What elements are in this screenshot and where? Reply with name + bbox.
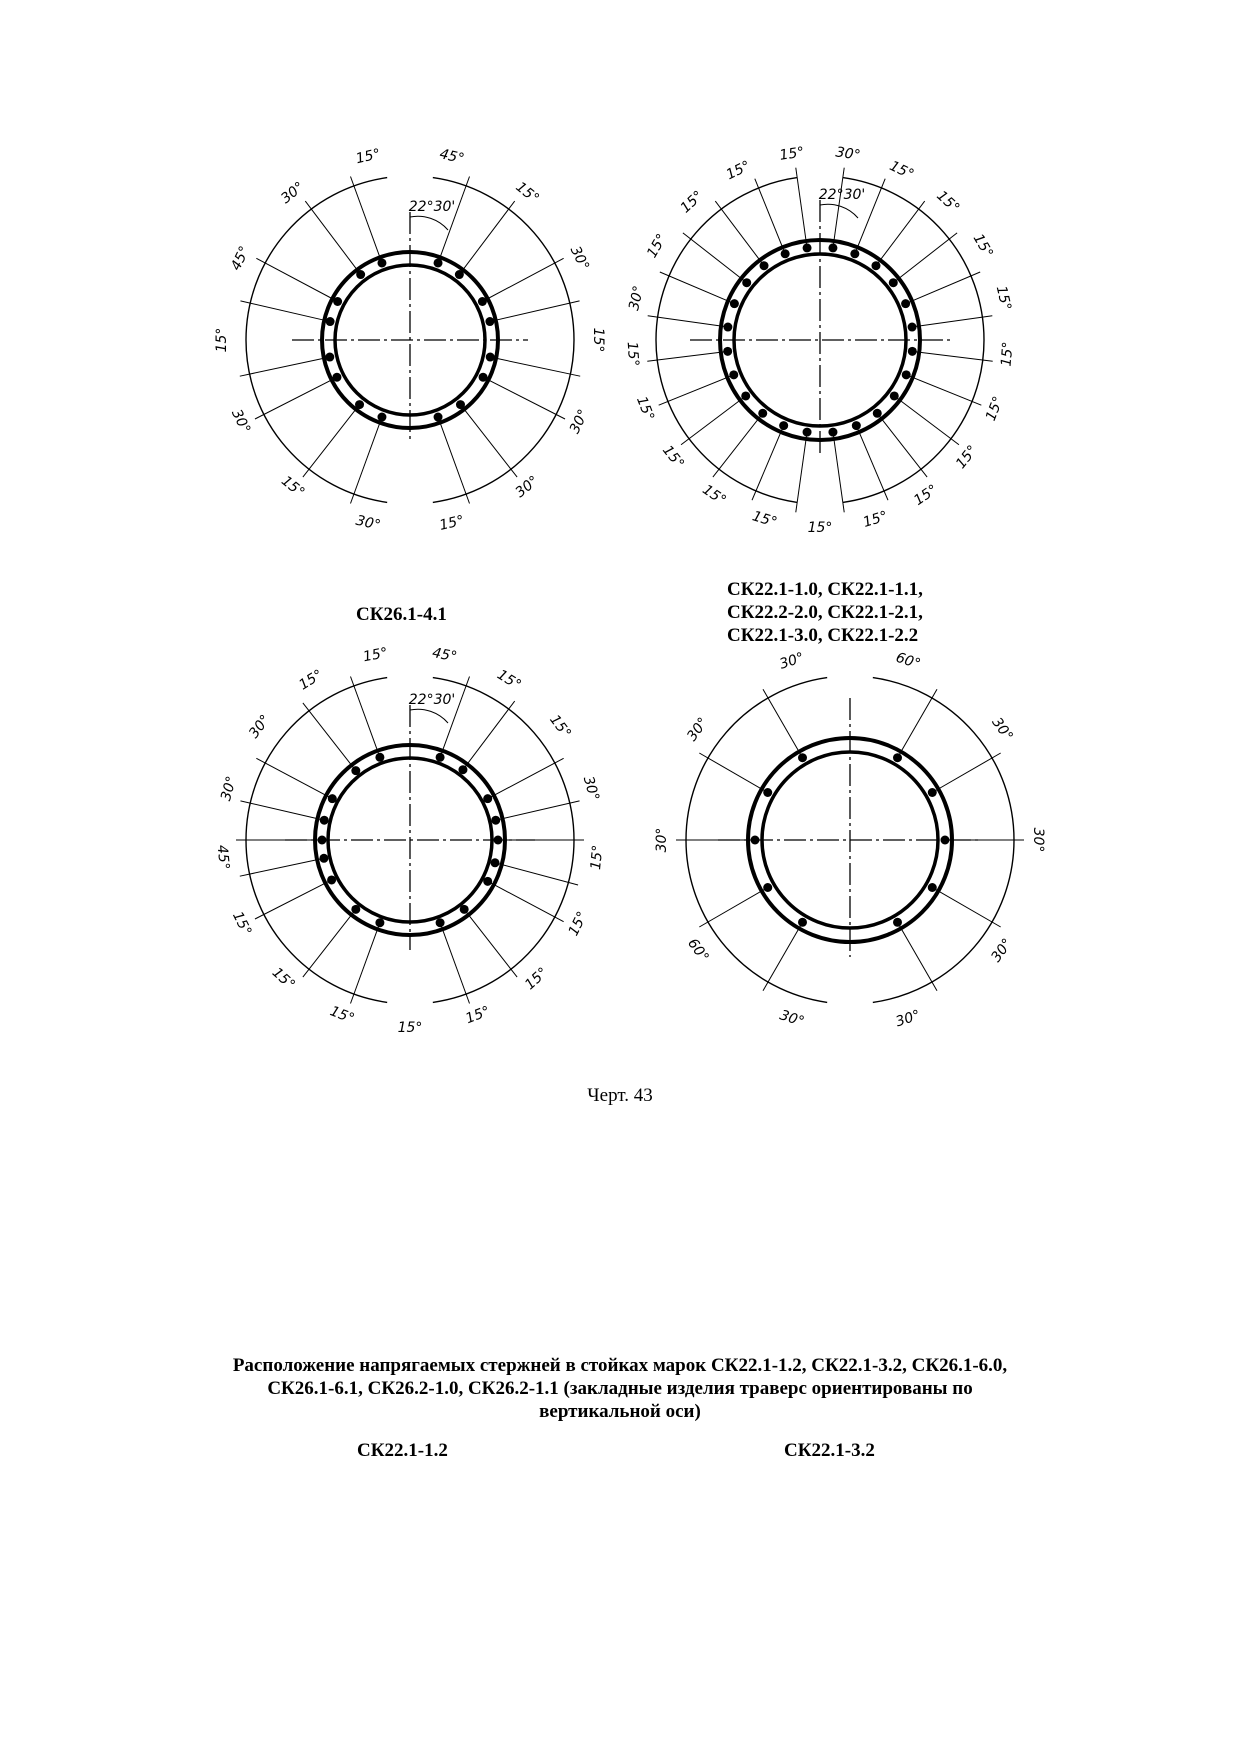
rebar-dot	[760, 261, 769, 270]
angle-annotation-label: 30°	[1030, 827, 1046, 853]
dimension-leader-line	[305, 201, 360, 274]
rebar-dot	[320, 816, 329, 825]
dimension-leader-line	[440, 923, 469, 1004]
angle-annotation-label: 15°	[983, 394, 1007, 424]
dimension-leader-line	[240, 357, 330, 376]
angle-annotation-label: 60°	[684, 935, 712, 966]
rebar-dot	[486, 353, 495, 362]
dimension-leader-line	[464, 909, 517, 977]
rebar-dot	[377, 413, 386, 422]
dimension-leader-line	[912, 316, 992, 327]
dimension-leader-line	[906, 375, 981, 405]
dimension-leader-line	[893, 233, 957, 283]
angle-annotation-label: 15°	[588, 844, 607, 871]
rebar-dot	[803, 243, 812, 252]
rebar-dot	[375, 918, 384, 927]
dimension-leader-line	[350, 923, 379, 1004]
rebar-dot	[803, 428, 812, 437]
angle-annotation-label: 15°	[644, 231, 671, 261]
angle-arc	[410, 216, 448, 230]
rebar-dot	[356, 270, 365, 279]
angle-annotation-label: 15°	[590, 327, 606, 353]
angle-annotation-label: 45°	[430, 645, 459, 666]
angle-arc	[410, 709, 448, 723]
rebar-dot	[478, 297, 487, 306]
rebar-dot	[318, 836, 327, 845]
angle-annotation-label: 30°	[278, 179, 308, 208]
rebar-dot	[741, 391, 750, 400]
angle-annotation-label: 30°	[988, 935, 1016, 966]
angle-annotation-label: 15°	[886, 158, 917, 184]
angle-annotation-label: 15°	[494, 666, 524, 694]
rebar-dot	[871, 261, 880, 270]
angle-annotation-label: 15°	[861, 508, 890, 531]
dimension-leader-line	[488, 758, 564, 798]
angle-annotation-label: 15°	[296, 666, 326, 694]
dimension-leader-line	[495, 863, 578, 885]
dimension-leader-line	[350, 176, 381, 262]
drawing-label-2: СК22.1-1.0, СК22.1-1.1, СК22.2-2.0, СК22.1-2.1, СК22.1-3.0, СК22.1-2.2	[727, 579, 923, 646]
rebar-dot	[460, 905, 469, 914]
dimension-leader-line	[490, 357, 580, 376]
angle-annotation-label: 30°	[579, 774, 602, 803]
rebar-dot	[729, 370, 738, 379]
dimension-leader-line	[255, 377, 337, 419]
angle-annotation-label: 30°	[228, 406, 254, 437]
rebar-dot	[455, 270, 464, 279]
dimension-leader-line	[932, 753, 1000, 793]
dimension-leader-line	[256, 758, 332, 798]
dimension-leader-line	[660, 272, 735, 304]
rebar-dot	[852, 421, 861, 430]
dimension-leader-line	[932, 888, 1000, 928]
rebar-dot	[908, 347, 917, 356]
dimension-leader-line	[460, 405, 517, 477]
dimension-leader-line	[256, 258, 337, 301]
dimension-leader-line	[303, 703, 356, 771]
angle-annotation-label: 30°	[654, 827, 670, 853]
rebar-layout-diagram	[654, 649, 1046, 1031]
rebar-dot	[893, 753, 902, 762]
rebar-layout-diagram	[213, 645, 607, 1036]
section-heading: Расположение напрягаемых стержней в стойках марок СК22.1-1.2, СК22.1-3.2, СК26.1-6.0, СК26.1-6.1, СК26.2-1.0, СК26.2-1.1 (закладные изделия траверс ориентированы по вертикальной оси)	[232, 1355, 1008, 1422]
dimension-leader-line	[683, 233, 747, 283]
sub-label-right: СК22.1-3.2	[784, 1440, 875, 1461]
dimension-leader-line	[906, 272, 981, 304]
dimension-leader-line	[659, 375, 734, 405]
angle-annotation-label: 30°	[354, 512, 383, 534]
rebar-dot	[483, 794, 492, 803]
dimension-leader-line	[755, 179, 785, 254]
dimension-leader-line	[715, 201, 764, 266]
rebar-dot	[483, 877, 492, 886]
angle-annotation-label: 15°	[354, 146, 383, 168]
rebar-dot	[763, 883, 772, 892]
dimension-leader-line	[488, 881, 564, 921]
figure-caption: Черт. 43	[587, 1085, 653, 1106]
rebar-dot	[758, 409, 767, 418]
angle-annotation-label: 45°	[228, 243, 254, 274]
rebar-dot	[326, 317, 335, 326]
angle-annotation-label: 45°	[213, 844, 232, 871]
angle-annotation-label: 15°	[998, 341, 1017, 368]
dimension-leader-line	[796, 432, 807, 512]
angle-annotation-label: 22°30'	[408, 199, 456, 215]
angle-annotation-label: 15°	[933, 187, 963, 217]
angle-annotation-label: 15°	[778, 144, 806, 164]
rebar-dot	[328, 794, 337, 803]
rebar-dot	[763, 788, 772, 797]
rebar-dot	[375, 753, 384, 762]
rebar-dot	[355, 400, 364, 409]
rebar-dot	[458, 765, 467, 774]
dimension-leader-line	[833, 168, 844, 248]
angle-annotation-label: 15°	[361, 645, 390, 666]
rebar-dot	[730, 299, 739, 308]
rebar-dot	[889, 278, 898, 287]
dimension-leader-line	[713, 413, 763, 477]
angle-annotation-label: 15°	[522, 964, 552, 994]
dimension-leader-line	[240, 301, 330, 322]
rebar-dot	[491, 858, 500, 867]
angle-annotation-label: 30°	[893, 1007, 923, 1031]
rebar-dot	[781, 249, 790, 258]
dimension-leader-line	[440, 676, 469, 757]
dimension-leader-line	[463, 701, 515, 770]
rebar-dot	[873, 409, 882, 418]
rebar-dot	[319, 854, 328, 863]
rebar-dot	[485, 317, 494, 326]
drawing-label-1: СК26.1-4.1	[356, 604, 447, 625]
rebar-dot	[850, 249, 859, 258]
dimension-leader-line	[877, 413, 927, 477]
angle-annotation-label: 15°	[750, 508, 779, 531]
dimension-leader-line	[350, 417, 381, 503]
rebar-dot	[327, 875, 336, 884]
angle-annotation-label: 22°30'	[818, 187, 866, 203]
angle-annotation-label: 15°	[327, 1003, 357, 1028]
angle-annotation-label: 15°	[229, 909, 255, 939]
rebar-dot	[351, 905, 360, 914]
rebar-dot	[491, 816, 500, 825]
rebar-dot	[928, 883, 937, 892]
rebar-dot	[890, 391, 899, 400]
angle-annotation-label: 15°	[268, 964, 298, 994]
dimension-leader-line	[490, 301, 580, 322]
angle-annotation-label: 30°	[777, 649, 807, 673]
angle-annotation-label: 30°	[988, 714, 1016, 745]
angle-annotation-label: 15°	[623, 341, 642, 368]
rebar-dot	[351, 766, 360, 775]
angle-annotation-label: 15°	[214, 327, 230, 353]
dimension-leader-line	[763, 922, 803, 990]
angle-annotation-label: 15°	[952, 442, 981, 472]
rebar-dot	[798, 918, 807, 927]
dimension-leader-line	[496, 801, 580, 820]
dimension-leader-line	[240, 801, 324, 820]
rebar-dot	[434, 258, 443, 267]
dimension-leader-line	[438, 417, 469, 503]
angle-annotation-label: 30°	[626, 284, 648, 313]
angle-annotation-label: 15°	[969, 231, 996, 261]
rebar-dot	[456, 400, 465, 409]
rebar-dot	[893, 918, 902, 927]
dimension-leader-line	[648, 316, 728, 327]
angle-annotation-label: 30°	[834, 144, 862, 164]
angle-annotation-label: 45°	[437, 146, 466, 168]
rebar-layout-drawing-4	[654, 649, 1046, 1031]
rebar-dot	[901, 299, 910, 308]
dimension-leader-line	[898, 689, 938, 757]
dimension-leader-line	[796, 168, 807, 248]
dimension-leader-line	[763, 689, 803, 757]
angle-annotation-label: 30°	[218, 774, 241, 803]
rebar-dot	[941, 836, 950, 845]
rebar-dot	[333, 297, 342, 306]
rebar-dot	[742, 278, 751, 287]
angle-annotation-label: 15°	[659, 442, 688, 472]
dimension-leader-line	[438, 176, 469, 262]
angle-annotation-label: 15°	[807, 520, 833, 536]
dimension-leader-line	[699, 753, 767, 793]
rebar-dot	[723, 323, 732, 332]
dimension-leader-line	[912, 351, 992, 361]
rebar-dot	[798, 753, 807, 762]
dimension-leader-line	[303, 405, 360, 477]
rebar-dot	[908, 323, 917, 332]
angle-annotation-label: 15°	[437, 512, 466, 534]
dimension-leader-line	[350, 676, 379, 757]
dimension-leader-line	[833, 432, 844, 512]
angle-annotation-label: 30°	[566, 406, 592, 437]
rebar-dot	[436, 753, 445, 762]
angle-annotation-label: 60°	[893, 649, 923, 673]
angle-annotation-label: 15°	[633, 394, 657, 424]
dimension-leader-line	[856, 426, 888, 501]
dimension-leader-line	[647, 351, 727, 361]
rebar-dot	[479, 373, 488, 382]
dimension-leader-line	[894, 396, 959, 445]
rebar-dot	[828, 428, 837, 437]
angle-annotation-label: 15°	[911, 481, 941, 509]
rebar-dot	[494, 836, 503, 845]
dimension-leader-line	[482, 258, 563, 301]
rebar-layout-diagram	[214, 146, 606, 534]
rebar-dot	[377, 258, 386, 267]
angle-annotation-label: 30°	[512, 472, 542, 501]
rebar-dot	[902, 370, 911, 379]
angle-annotation-label: 15°	[463, 1003, 493, 1028]
angle-annotation-label: 15°	[992, 284, 1014, 313]
dimension-leader-line	[681, 396, 746, 445]
rebar-layout-diagram	[623, 144, 1017, 536]
dimension-leader-line	[483, 377, 565, 419]
angle-annotation-label: 30°	[246, 711, 274, 742]
rebar-layout-drawing-1	[214, 146, 606, 534]
rebar-dot	[325, 353, 334, 362]
rebar-dot	[928, 788, 937, 797]
rebar-dot	[751, 836, 760, 845]
angle-annotation-label: 30°	[684, 714, 712, 745]
angle-annotation-label: 15°	[512, 179, 542, 208]
rebar-layout-drawing-3	[213, 645, 607, 1036]
dimension-leader-line	[303, 909, 356, 977]
rebar-dot	[723, 347, 732, 356]
dimension-leader-line	[876, 201, 925, 266]
angle-annotation-label: 15°	[565, 909, 591, 939]
rebar-layout-drawing-2	[623, 144, 1017, 536]
angle-annotation-label: 15°	[677, 187, 707, 217]
angle-annotation-label: 30°	[566, 243, 592, 274]
angle-annotation-label: 15°	[278, 472, 308, 501]
angle-annotation-label: 15°	[397, 1020, 423, 1036]
rebar-dot	[436, 918, 445, 927]
rebar-dot	[779, 421, 788, 430]
dimension-leader-line	[255, 880, 332, 919]
sub-label-left: СК22.1-1.2	[357, 1440, 448, 1461]
angle-annotation-label: 30°	[777, 1007, 807, 1031]
rebar-dot	[332, 373, 341, 382]
rebar-dot	[434, 413, 443, 422]
dimension-leader-line	[240, 858, 324, 876]
angle-arc	[820, 204, 858, 218]
rebar-dot	[828, 243, 837, 252]
angle-annotation-label: 22°30'	[408, 692, 456, 708]
dimension-leader-line	[898, 922, 938, 990]
angle-annotation-label: 15°	[723, 158, 754, 184]
angle-annotation-label: 15°	[699, 481, 729, 509]
angle-annotation-label: 15°	[546, 711, 574, 742]
dimension-leader-line	[752, 426, 784, 501]
dimension-leader-line	[699, 888, 767, 928]
dimension-leader-line	[459, 201, 514, 274]
